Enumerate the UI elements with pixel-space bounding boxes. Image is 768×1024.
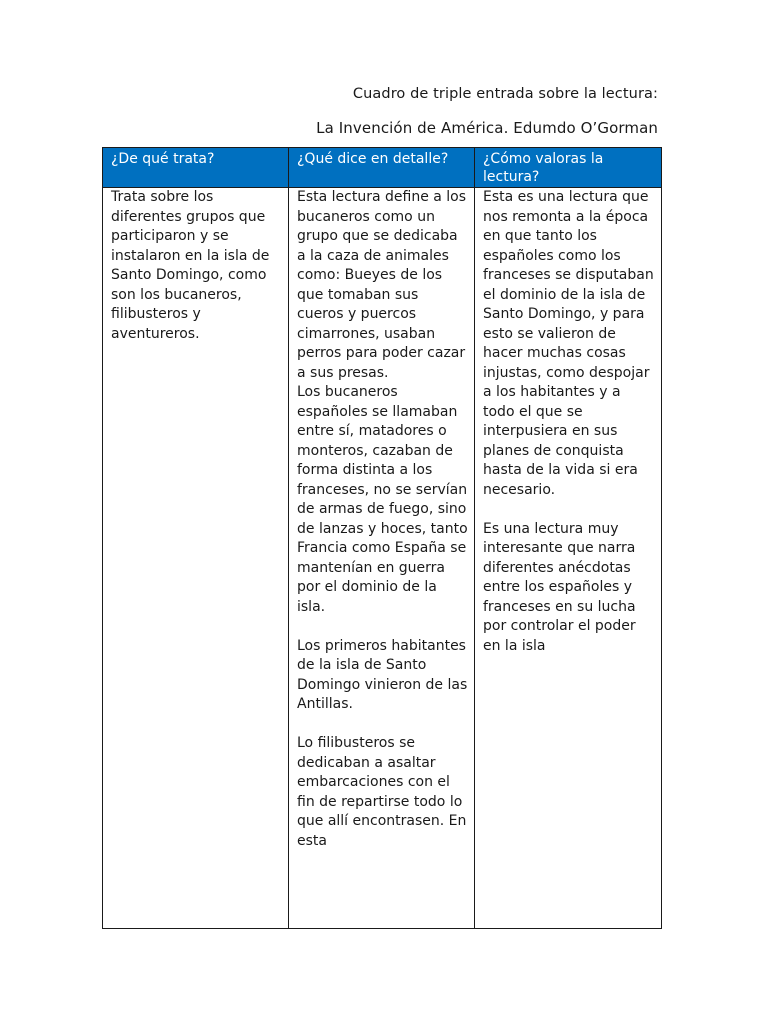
cell-paragraph: Lo filibusteros se dedicaban a asaltar embarcaciones con el fin de repartirse todo lo que allí encontrasen. En esta [297,735,467,849]
cell-paragraph: Es una lectura muy interesante que narra diferentes anécdotas entre los españoles y franceses en su lucha por controlar el poder en la isla [483,520,636,654]
cell-details [289,188,475,929]
cell-paragraph: Trata sobre los diferentes grupos que participaron y se instalaron en la isla de Santo Domingo, como son los bucaneros, filibusteros y aventureros. [111,189,270,342]
document-title: Cuadro de triple entrada sobre la lectura: [352,86,658,102]
triple-entry-table [102,147,662,929]
cell-what-about [103,188,289,929]
cell-paragraph: Los primeros habitantes de la isla de Santo Domingo vinieron de las Antillas. [297,637,468,712]
header-details: ¿Qué dice en detalle? [289,148,475,188]
header-what-about: ¿De qué trata? [103,148,289,188]
cell-paragraph: Esta es una lectura que nos remonta a la época en que tanto los españoles como los franceses se disputaban el dominio de la isla de Santo Domingo, y para esto se valieron de hacer muchas cosas injustas, como despojar a los habitantes y a todo el que se interpusiera en sus planes de conquista hasta de la vida si era necesario. [483,189,654,498]
document-subtitle: La Invención de América. Edumdo O’Gorman [316,119,658,137]
cell-paragraph: Los bucaneros españoles se llamaban entre sí, matadores o monteros, cazaban de forma distinta a los franceses, no se servían de armas de fuego, sino de lanzas y hoces, tanto Francia como España se mantenían en guerra por el dominio de la isla. [297,384,468,615]
cell-assessment [475,188,662,929]
table-row [103,188,662,929]
table-header-row [103,148,662,188]
header-assessment: ¿Cómo valoras la lectura? [475,148,662,188]
cell-paragraph: Esta lectura define a los bucaneros como un grupo que se dedicaba a la caza de animales como: Bueyes de los que tomaban sus cueros y puercos cimarrones, usaban perros para poder cazar a sus presas. [297,189,467,381]
